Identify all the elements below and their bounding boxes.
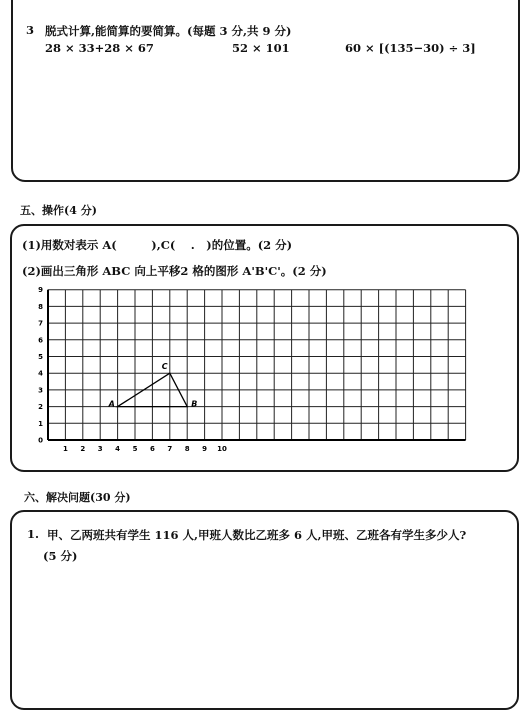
- y-tick-label: 8: [38, 302, 43, 311]
- x-tick-label: 8: [184, 445, 190, 453]
- y-tick-label: 5: [38, 353, 43, 361]
- y-tick-label: 3: [38, 386, 43, 395]
- problem-1-points: (5 分): [43, 549, 78, 563]
- section3-number: 3: [26, 23, 35, 37]
- y-tick-label: 7: [38, 319, 43, 328]
- x-tick-label: 9: [202, 445, 208, 453]
- vertex-label-a: A: [108, 399, 115, 409]
- question-2: (2)画出三角形 ABC 向上平移2 格的图形 A'B'C'。(2 分): [22, 264, 327, 278]
- section3-instruction: 脱式计算,能简算的要简算。(每题 3 分,共 9 分): [45, 24, 292, 38]
- y-tick-label: 0: [38, 436, 43, 445]
- x-tick-label: 5: [132, 445, 138, 453]
- y-tick-label: 2: [38, 403, 43, 412]
- x-tick-label: 10: [217, 445, 227, 453]
- x-tick-label: 6: [149, 445, 155, 453]
- vertex-label-c: C: [161, 362, 168, 372]
- problem-1-text: 甲、乙两班共有学生 116 人,甲班人数比乙班多 6 人,甲班、乙班各有学生多少人?: [47, 528, 467, 542]
- y-tick-label: 9: [38, 286, 43, 295]
- expression-1: 28 × 33+28 × 67: [45, 41, 154, 55]
- y-tick-label: 6: [38, 336, 43, 345]
- y-tick-label: 1: [38, 419, 43, 428]
- problem-1-number: 1.: [27, 527, 40, 541]
- coordinate-grid: [30, 283, 475, 455]
- expression-3: 60 × [(135−30) ÷ 3]: [345, 41, 476, 55]
- x-tick-label: 4: [115, 445, 121, 453]
- x-tick-label: 7: [167, 445, 173, 453]
- x-tick-label: 3: [97, 445, 103, 453]
- x-tick-label: 1: [62, 445, 68, 453]
- section5-heading: 五、操作(4 分): [20, 204, 97, 217]
- vertex-label-b: B: [191, 399, 198, 409]
- y-tick-label: 4: [38, 369, 43, 378]
- question-1: (1)用数对表示 A( ),C( . )的位置。(2 分): [22, 238, 293, 252]
- section6-heading: 六、解决问题(30 分): [24, 491, 131, 504]
- x-tick-label: 2: [80, 445, 86, 453]
- expression-2: 52 × 101: [232, 41, 290, 55]
